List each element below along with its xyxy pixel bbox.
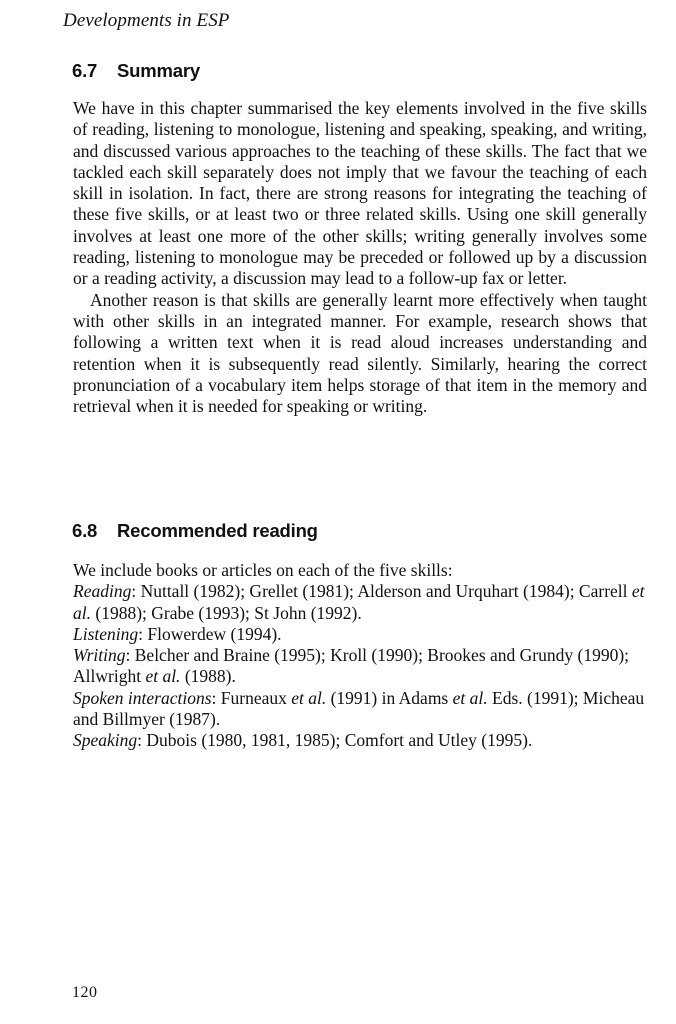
entry-text: : Flowerdew (1994). [138, 623, 282, 644]
reading-entry-writing [73, 645, 653, 688]
page-number: 120 [72, 984, 98, 1001]
entry-text: Eds. (1991); Micheau and Billmyer (1987). [73, 687, 645, 730]
reading-entry-spoken-interactions [73, 688, 653, 731]
entry-label: Spoken interactions [73, 687, 212, 708]
entry-label: Speaking [73, 730, 138, 751]
reading-entry-speaking [73, 730, 653, 751]
entry-text: : Dubois (1980, 1981, 1985); Comfort and Utley (1995). [137, 730, 533, 751]
summary-paragraph-1: We have in this chapter summarised the key elements involved in the five skills of reading, listening to monologue, listening and speaking, speaking, and writing, and discussed various approaches to the teaching of these skills. The fact that we tackled each skill separately does not imply that we favour the teaching of each skill in isolation. In fact, there are strong reasons for integrating the teaching of these five skills, or at least two or three related skills. Using one skill generally involves at least one more of the other skills; writing generally involves some reading, listening to monologue may be preceded or followed up by a discussion or a reading activity, a discussion may lead to a follow-up fax or letter. [73, 98, 647, 289]
reading-entry-listening [73, 624, 653, 645]
entry-text: : Nuttall (1982); Grellet (1981); Alderson and Urquhart (1984); Carrell [131, 581, 632, 602]
section-number: 6.7 [72, 60, 98, 81]
section-title: Recommended reading [117, 520, 318, 541]
section-heading-recommended-reading [72, 520, 318, 542]
entry-label: Listening [73, 623, 139, 644]
section-title: Summary [117, 60, 200, 81]
section-number: 6.8 [72, 520, 98, 541]
et-al: et al. [145, 666, 181, 687]
entry-text: (1988). [180, 666, 236, 687]
et-al: et al. [291, 687, 327, 708]
reading-intro: We include books or articles on each of the five skills: [73, 560, 453, 580]
recommended-reading-list [73, 560, 653, 752]
section-heading-summary [72, 60, 200, 82]
summary-paragraph-2: Another reason is that skills are generally learnt more effectively when taught with other skills in an integrated manner. For example, research shows that following a written text when it is read aloud increases understanding and retention when it is subsequently read silently. Similarly, hearing the correct pronunciation of a vocabulary item helps storage of that item in the memory and retrieval when it is needed for speaking or writing. [73, 289, 647, 417]
et-al: et al. [452, 687, 488, 708]
running-head: Developments in ESP [63, 10, 230, 31]
entry-text: : Furneaux [211, 687, 292, 708]
entry-label: Writing [73, 645, 126, 666]
summary-body [73, 98, 647, 417]
entry-text: (1991) in Adams [326, 687, 453, 708]
reading-entry-reading [73, 581, 653, 624]
entry-text: : Belcher and Braine (1995); Kroll (1990); Brookes and Grundy (1990); Allwright [73, 645, 630, 687]
et-al: et al. [73, 581, 645, 623]
entry-label: Reading [73, 581, 132, 602]
entry-text: (1988); Grabe (1993); St John (1992). [91, 602, 362, 623]
